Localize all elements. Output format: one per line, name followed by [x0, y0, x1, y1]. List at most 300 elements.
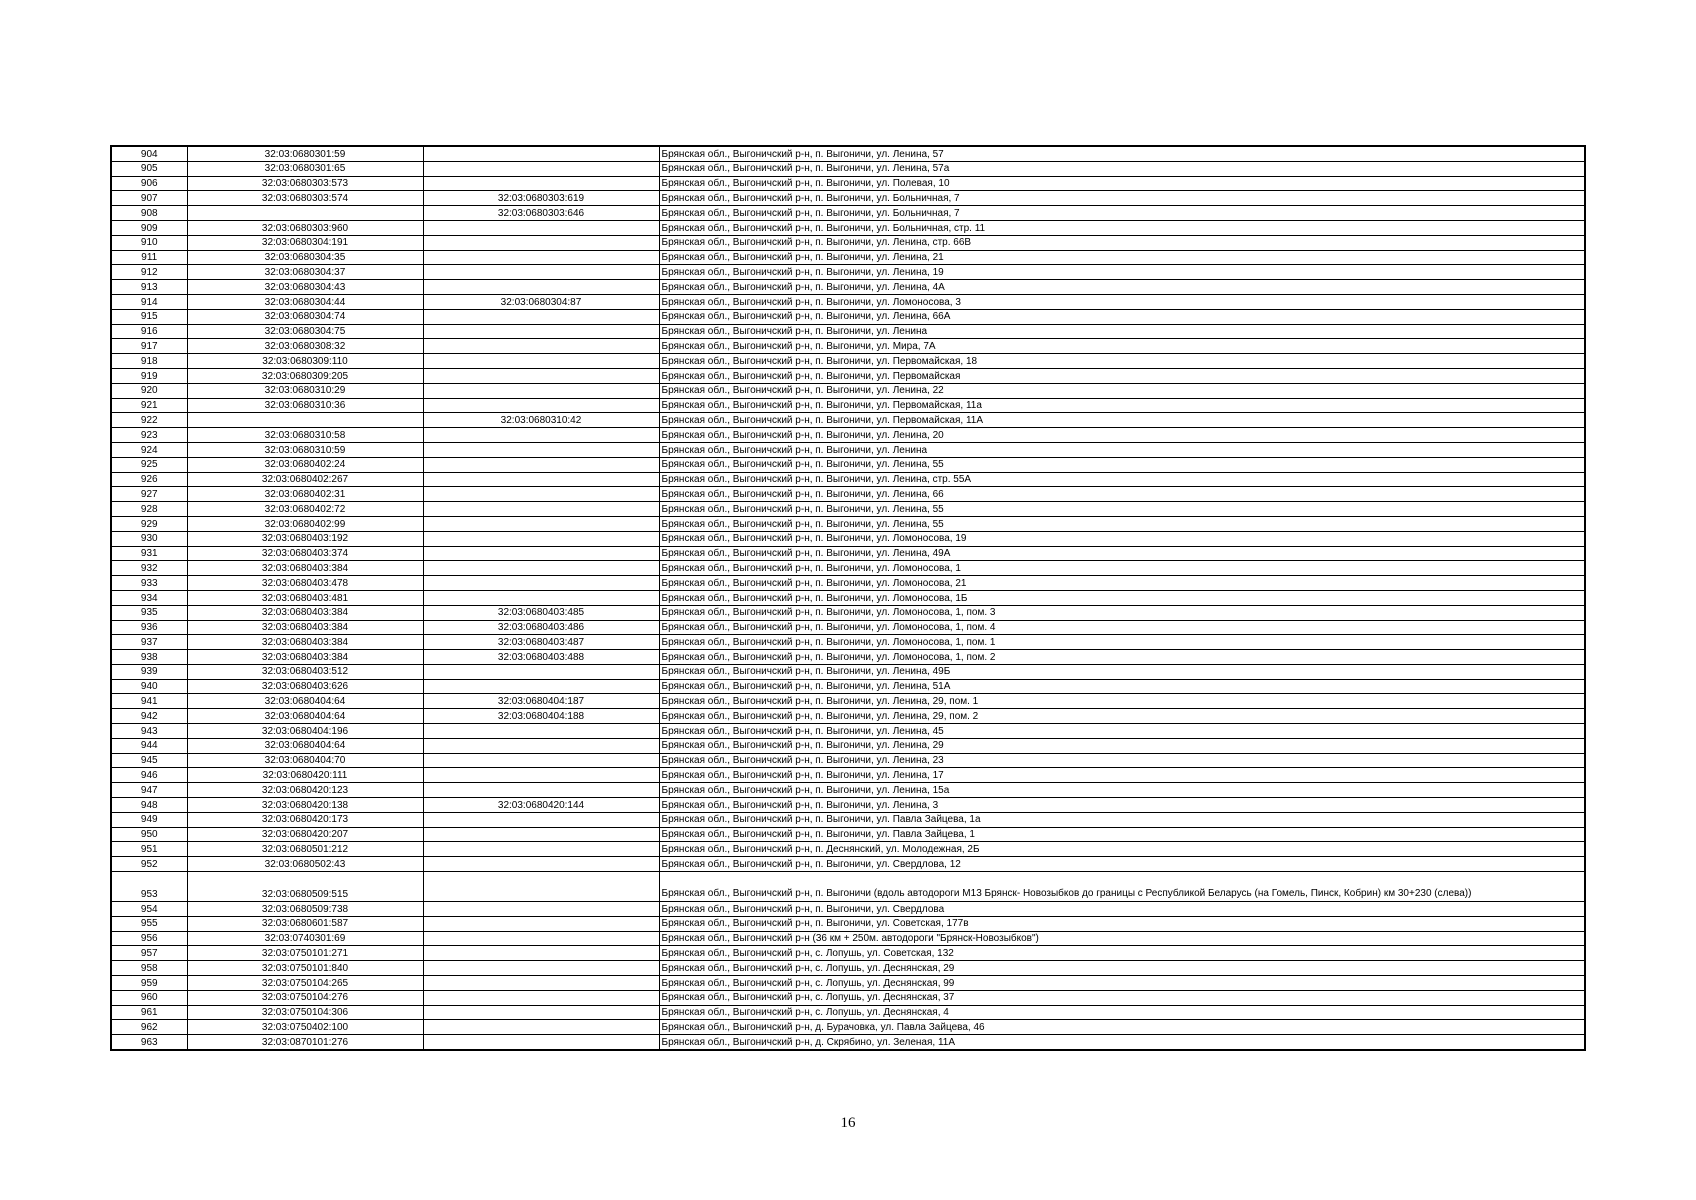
- sub-object-number-cell: [423, 812, 659, 827]
- cadastral-number-cell: 32:03:0680402:24: [187, 457, 423, 472]
- sub-object-number-cell: [423, 1005, 659, 1020]
- address-cell: Брянская обл., Выгоничский р-н, п. Выгоничи, ул. Ленина, 22: [659, 383, 1585, 398]
- cadastral-number-cell: 32:03:0750104:265: [187, 976, 423, 991]
- table-row: [111, 250, 1585, 265]
- address-cell: Брянская обл., Выгоничский р-н, п. Выгоничи, ул. Ломоносова, 1, пом. 4: [659, 620, 1585, 635]
- cadastral-number-cell: 32:03:0680310:36: [187, 398, 423, 413]
- cadastral-number-cell: 32:03:0750101:840: [187, 961, 423, 976]
- address-cell: Брянская обл., Выгоничский р-н (36 км + 250м. автодороги "Брянск-Новозыбков"): [659, 931, 1585, 946]
- row-number-cell: 929: [111, 516, 187, 531]
- sub-object-number-cell: [423, 339, 659, 354]
- address-cell: Брянская обл., Выгоничский р-н, п. Выгоничи, ул. Первомайская: [659, 368, 1585, 383]
- row-number-cell: 961: [111, 1005, 187, 1020]
- row-number-cell: 914: [111, 294, 187, 309]
- cadastral-number-cell: 32:03:0680304:37: [187, 265, 423, 280]
- row-number-cell: 905: [111, 161, 187, 176]
- cadastral-number-cell: 32:03:0680601:587: [187, 916, 423, 931]
- table-row: [111, 827, 1585, 842]
- row-number-cell: 954: [111, 902, 187, 917]
- property-table-body: [111, 146, 1585, 1050]
- sub-object-number-cell: [423, 916, 659, 931]
- table-row: [111, 753, 1585, 768]
- address-cell: Брянская обл., Выгоничский р-н, с. Лопушь, ул. Деснянская, 4: [659, 1005, 1585, 1020]
- address-cell: Брянская обл., Выгоничский р-н, п. Выгоничи, ул. Полевая, 10: [659, 176, 1585, 191]
- sub-object-number-cell: [423, 768, 659, 783]
- cadastral-number-cell: 32:03:0680403:384: [187, 620, 423, 635]
- row-number-cell: 920: [111, 383, 187, 398]
- sub-object-number-cell: [423, 457, 659, 472]
- cadastral-number-cell: 32:03:0750104:276: [187, 990, 423, 1005]
- row-number-cell: 952: [111, 857, 187, 872]
- row-number-cell: 944: [111, 738, 187, 753]
- row-number-cell: 959: [111, 976, 187, 991]
- cadastral-number-cell: 32:03:0680309:205: [187, 368, 423, 383]
- sub-object-number-cell: [423, 383, 659, 398]
- row-number-cell: 904: [111, 146, 187, 161]
- address-cell: Брянская обл., Выгоничский р-н, п. Выгоничи, ул. Ленина, 29: [659, 738, 1585, 753]
- cadastral-number-cell: 32:03:0680304:44: [187, 294, 423, 309]
- address-cell: Брянская обл., Выгоничский р-н, п. Выгоничи, ул. Ленина, 55: [659, 502, 1585, 517]
- cadastral-number-cell: 32:03:0680509:738: [187, 902, 423, 917]
- cadastral-number-cell: 32:03:0870101:276: [187, 1035, 423, 1050]
- row-number-cell: 948: [111, 798, 187, 813]
- table-row: [111, 620, 1585, 635]
- sub-object-number-cell: 32:03:0680303:646: [423, 206, 659, 221]
- address-cell: Брянская обл., Выгоничский р-н, п. Выгоничи, ул. Ленина, 66А: [659, 309, 1585, 324]
- cadastral-number-cell: 32:03:0680403:384: [187, 650, 423, 665]
- address-cell: Брянская обл., Выгоничский р-н, п. Выгоничи, ул. Ленина, 57: [659, 146, 1585, 161]
- row-number-cell: 927: [111, 487, 187, 502]
- table-row: [111, 709, 1585, 724]
- address-cell: Брянская обл., Выгоничский р-н, п. Выгоничи, ул. Первомайская, 11а: [659, 398, 1585, 413]
- address-cell: Брянская обл., Выгоничский р-н, п. Выгоничи, ул. Ломоносова, 1, пом. 1: [659, 635, 1585, 650]
- table-row: [111, 946, 1585, 961]
- table-row: [111, 664, 1585, 679]
- cadastral-number-cell: 32:03:0680404:64: [187, 694, 423, 709]
- sub-object-number-cell: [423, 531, 659, 546]
- address-cell: Брянская обл., Выгоничский р-н, п. Выгоничи, ул. Павла Зайцева, 1: [659, 827, 1585, 842]
- sub-object-number-cell: 32:03:0680420:144: [423, 798, 659, 813]
- address-cell: Брянская обл., Выгоничский р-н, с. Лопушь, ул. Деснянская, 37: [659, 990, 1585, 1005]
- sub-object-number-cell: [423, 161, 659, 176]
- cadastral-number-cell: 32:03:0680310:29: [187, 383, 423, 398]
- row-number-cell: 933: [111, 576, 187, 591]
- address-cell: Брянская обл., Выгоничский р-н, с. Лопушь, ул. Советская, 132: [659, 946, 1585, 961]
- table-row: [111, 1035, 1585, 1050]
- table-row: [111, 398, 1585, 413]
- table-row: [111, 516, 1585, 531]
- table-row: [111, 531, 1585, 546]
- sub-object-number-cell: [423, 324, 659, 339]
- table-row: [111, 546, 1585, 561]
- sub-object-number-cell: [423, 354, 659, 369]
- table-row: [111, 738, 1585, 753]
- cadastral-number-cell: 32:03:0680301:65: [187, 161, 423, 176]
- cadastral-number-cell: 32:03:0680404:196: [187, 724, 423, 739]
- address-cell: Брянская обл., Выгоничский р-н, п. Выгоничи, ул. Советская, 177в: [659, 916, 1585, 931]
- sub-object-number-cell: [423, 842, 659, 857]
- address-cell: Брянская обл., Выгоничский р-н, п. Выгоничи, ул. Ленина, 51А: [659, 679, 1585, 694]
- address-cell: Брянская обл., Выгоничский р-н, п. Выгоничи, ул. Ленина, стр. 66В: [659, 235, 1585, 250]
- table-row: [111, 339, 1585, 354]
- cadastral-number-cell: 32:03:0680509:515: [187, 872, 423, 902]
- sub-object-number-cell: [423, 546, 659, 561]
- address-cell: Брянская обл., Выгоничский р-н, п. Выгоничи, ул. Ломоносова, 1, пом. 2: [659, 650, 1585, 665]
- row-number-cell: 909: [111, 220, 187, 235]
- address-cell: Брянская обл., Выгоничский р-н, п. Выгоничи, ул. Больничная, 7: [659, 191, 1585, 206]
- row-number-cell: 949: [111, 812, 187, 827]
- sub-object-number-cell: [423, 502, 659, 517]
- address-cell: Брянская обл., Выгоничский р-н, п. Выгоничи, ул. Ломоносова, 1: [659, 561, 1585, 576]
- row-number-cell: 956: [111, 931, 187, 946]
- cadastral-number-cell: 32:03:0680420:207: [187, 827, 423, 842]
- cadastral-number-cell: 32:03:0680403:512: [187, 664, 423, 679]
- row-number-cell: 908: [111, 206, 187, 221]
- table-row: [111, 383, 1585, 398]
- table-row: [111, 1020, 1585, 1035]
- table-row: [111, 902, 1585, 917]
- address-cell: Брянская обл., Выгоничский р-н, п. Выгоничи, ул. Ленина, 4А: [659, 280, 1585, 295]
- sub-object-number-cell: [423, 827, 659, 842]
- table-row: [111, 872, 1585, 902]
- table-row: [111, 457, 1585, 472]
- table-row: [111, 502, 1585, 517]
- cadastral-number-cell: 32:03:0680403:192: [187, 531, 423, 546]
- row-number-cell: 911: [111, 250, 187, 265]
- cadastral-number-cell: 32:03:0680403:384: [187, 561, 423, 576]
- sub-object-number-cell: 32:03:0680404:187: [423, 694, 659, 709]
- row-number-cell: 922: [111, 413, 187, 428]
- sub-object-number-cell: [423, 783, 659, 798]
- cadastral-number-cell: 32:03:0680304:191: [187, 235, 423, 250]
- address-cell: Брянская обл., Выгоничский р-н, п. Выгоничи, ул. Ломоносова, 1Б: [659, 590, 1585, 605]
- row-number-cell: 930: [111, 531, 187, 546]
- sub-object-number-cell: [423, 146, 659, 161]
- sub-object-number-cell: [423, 902, 659, 917]
- table-row: [111, 235, 1585, 250]
- cadastral-number-cell: [187, 206, 423, 221]
- table-row: [111, 916, 1585, 931]
- address-cell: Брянская обл., Выгоничский р-н, п. Выгоничи, ул. Свердлова: [659, 902, 1585, 917]
- row-number-cell: 907: [111, 191, 187, 206]
- sub-object-number-cell: [423, 753, 659, 768]
- address-cell: Брянская обл., Выгоничский р-н, п. Выгоничи, ул. Больничная, 7: [659, 206, 1585, 221]
- row-number-cell: 924: [111, 442, 187, 457]
- cadastral-number-cell: 32:03:0680303:960: [187, 220, 423, 235]
- address-cell: Брянская обл., Выгоничский р-н, п. Выгоничи (вдоль автодороги М13 Брянск- Новозыбков до границы с Республикой Беларусь (на Гомель, Пинск, Кобрин) км 30+230 (слева)): [659, 872, 1585, 902]
- address-cell: Брянская обл., Выгоничский р-н, п. Выгоничи, ул. Ленина, 23: [659, 753, 1585, 768]
- cadastral-number-cell: 32:03:0680404:64: [187, 709, 423, 724]
- sub-object-number-cell: [423, 1035, 659, 1050]
- sub-object-number-cell: [423, 1020, 659, 1035]
- table-row: [111, 783, 1585, 798]
- page-number: 16: [840, 1115, 856, 1131]
- sub-object-number-cell: [423, 724, 659, 739]
- address-cell: Брянская обл., Выгоничский р-н, п. Выгоничи, ул. Больничная, стр. 11: [659, 220, 1585, 235]
- row-number-cell: 938: [111, 650, 187, 665]
- cadastral-number-cell: 32:03:0740301:69: [187, 931, 423, 946]
- row-number-cell: 947: [111, 783, 187, 798]
- row-number-cell: 919: [111, 368, 187, 383]
- row-number-cell: 934: [111, 590, 187, 605]
- address-cell: Брянская обл., Выгоничский р-н, п. Выгоничи, ул. Ленина, 57а: [659, 161, 1585, 176]
- row-number-cell: 941: [111, 694, 187, 709]
- cadastral-number-cell: 32:03:0680301:59: [187, 146, 423, 161]
- address-cell: Брянская обл., Выгоничский р-н, п. Выгоничи, ул. Ленина, 29, пом. 1: [659, 694, 1585, 709]
- address-cell: Брянская обл., Выгоничский р-н, п. Выгоничи, ул. Ленина, 29, пом. 2: [659, 709, 1585, 724]
- table-row: [111, 487, 1585, 502]
- row-number-cell: 939: [111, 664, 187, 679]
- row-number-cell: 916: [111, 324, 187, 339]
- sub-object-number-cell: [423, 961, 659, 976]
- row-number-cell: 962: [111, 1020, 187, 1035]
- cadastral-number-cell: 32:03:0680403:384: [187, 635, 423, 650]
- sub-object-number-cell: [423, 561, 659, 576]
- address-cell: Брянская обл., Выгоничский р-н, п. Выгоничи, ул. Ломоносова, 3: [659, 294, 1585, 309]
- sub-object-number-cell: [423, 679, 659, 694]
- cadastral-number-cell: 32:03:0680304:35: [187, 250, 423, 265]
- sub-object-number-cell: 32:03:0680403:486: [423, 620, 659, 635]
- row-number-cell: 910: [111, 235, 187, 250]
- row-number-cell: 960: [111, 990, 187, 1005]
- row-number-cell: 945: [111, 753, 187, 768]
- sub-object-number-cell: [423, 516, 659, 531]
- row-number-cell: 915: [111, 309, 187, 324]
- address-cell: Брянская обл., Выгоничский р-н, п. Деснянский, ул. Молодежная, 2Б: [659, 842, 1585, 857]
- table-row: [111, 324, 1585, 339]
- cadastral-number-cell: 32:03:0680420:138: [187, 798, 423, 813]
- table-row: [111, 176, 1585, 191]
- table-row: [111, 161, 1585, 176]
- sub-object-number-cell: 32:03:0680310:42: [423, 413, 659, 428]
- sub-object-number-cell: [423, 738, 659, 753]
- address-cell: Брянская обл., Выгоничский р-н, п. Выгоничи, ул. Ленина, 49Б: [659, 664, 1585, 679]
- sub-object-number-cell: [423, 946, 659, 961]
- sub-object-number-cell: [423, 442, 659, 457]
- table-row: [111, 679, 1585, 694]
- sub-object-number-cell: [423, 220, 659, 235]
- row-number-cell: 917: [111, 339, 187, 354]
- table-row: [111, 724, 1585, 739]
- table-row: [111, 635, 1585, 650]
- sub-object-number-cell: [423, 235, 659, 250]
- row-number-cell: 950: [111, 827, 187, 842]
- sub-object-number-cell: [423, 990, 659, 1005]
- address-cell: Брянская обл., Выгоничский р-н, д. Бурачовка, ул. Павла Зайцева, 46: [659, 1020, 1585, 1035]
- row-number-cell: 953: [111, 872, 187, 902]
- table-row: [111, 265, 1585, 280]
- cadastral-number-cell: 32:03:0680502:43: [187, 857, 423, 872]
- cadastral-number-cell: 32:03:0750402:100: [187, 1020, 423, 1035]
- sub-object-number-cell: [423, 280, 659, 295]
- row-number-cell: 937: [111, 635, 187, 650]
- address-cell: Брянская обл., Выгоничский р-н, п. Выгоничи, ул. Ленина, стр. 55А: [659, 472, 1585, 487]
- table-row: [111, 472, 1585, 487]
- address-cell: Брянская обл., Выгоничский р-н, п. Выгоничи, ул. Ленина: [659, 442, 1585, 457]
- row-number-cell: 926: [111, 472, 187, 487]
- cadastral-number-cell: 32:03:0680310:59: [187, 442, 423, 457]
- cadastral-number-cell: 32:03:0680403:626: [187, 679, 423, 694]
- sub-object-number-cell: [423, 857, 659, 872]
- address-cell: Брянская обл., Выгоничский р-н, д. Скрябино, ул. Зеленая, 11А: [659, 1035, 1585, 1050]
- row-number-cell: 921: [111, 398, 187, 413]
- address-cell: Брянская обл., Выгоничский р-н, п. Выгоничи, ул. Ленина, 55: [659, 457, 1585, 472]
- table-row: [111, 694, 1585, 709]
- sub-object-number-cell: [423, 590, 659, 605]
- cadastral-number-cell: 32:03:0680403:384: [187, 605, 423, 620]
- sub-object-number-cell: 32:03:0680403:488: [423, 650, 659, 665]
- address-cell: Брянская обл., Выгоничский р-н, п. Выгоничи, ул. Ломоносова, 1, пом. 3: [659, 605, 1585, 620]
- row-number-cell: 942: [111, 709, 187, 724]
- address-cell: Брянская обл., Выгоничский р-н, п. Выгоничи, ул. Ломоносова, 21: [659, 576, 1585, 591]
- cadastral-number-cell: 32:03:0680304:43: [187, 280, 423, 295]
- row-number-cell: 935: [111, 605, 187, 620]
- table-row: [111, 442, 1585, 457]
- cadastral-number-cell: 32:03:0680420:123: [187, 783, 423, 798]
- sub-object-number-cell: 32:03:0680303:619: [423, 191, 659, 206]
- row-number-cell: 928: [111, 502, 187, 517]
- cadastral-number-cell: 32:03:0680404:64: [187, 738, 423, 753]
- cadastral-number-cell: 32:03:0680420:173: [187, 812, 423, 827]
- sub-object-number-cell: 32:03:0680403:485: [423, 605, 659, 620]
- address-cell: Брянская обл., Выгоничский р-н, п. Выгоничи, ул. Ленина, 49А: [659, 546, 1585, 561]
- sub-object-number-cell: [423, 309, 659, 324]
- table-row: [111, 309, 1585, 324]
- sub-object-number-cell: [423, 872, 659, 902]
- cadastral-number-cell: 32:03:0680403:481: [187, 590, 423, 605]
- address-cell: Брянская обл., Выгоничский р-н, п. Выгоничи, ул. Ленина, 21: [659, 250, 1585, 265]
- address-cell: Брянская обл., Выгоничский р-н, п. Выгоничи, ул. Первомайская, 18: [659, 354, 1585, 369]
- table-row: [111, 931, 1585, 946]
- table-row: [111, 576, 1585, 591]
- cadastral-number-cell: 32:03:0680402:267: [187, 472, 423, 487]
- sub-object-number-cell: 32:03:0680404:188: [423, 709, 659, 724]
- sub-object-number-cell: [423, 176, 659, 191]
- table-row: [111, 590, 1585, 605]
- table-row: [111, 650, 1585, 665]
- row-number-cell: 957: [111, 946, 187, 961]
- table-row: [111, 990, 1585, 1005]
- cadastral-number-cell: 32:03:0680309:110: [187, 354, 423, 369]
- address-cell: Брянская обл., Выгоничский р-н, с. Лопушь, ул. Деснянская, 99: [659, 976, 1585, 991]
- row-number-cell: 963: [111, 1035, 187, 1050]
- cadastral-number-cell: [187, 413, 423, 428]
- cadastral-number-cell: 32:03:0680402:99: [187, 516, 423, 531]
- cadastral-number-cell: 32:03:0750101:271: [187, 946, 423, 961]
- sub-object-number-cell: [423, 931, 659, 946]
- cadastral-number-cell: 32:03:0680403:374: [187, 546, 423, 561]
- cadastral-number-cell: 32:03:0680304:75: [187, 324, 423, 339]
- row-number-cell: 931: [111, 546, 187, 561]
- sub-object-number-cell: [423, 487, 659, 502]
- row-number-cell: 958: [111, 961, 187, 976]
- row-number-cell: 925: [111, 457, 187, 472]
- table-row: [111, 857, 1585, 872]
- address-cell: Брянская обл., Выгоничский р-н, п. Выгоничи, ул. Свердлова, 12: [659, 857, 1585, 872]
- table-row: [111, 812, 1585, 827]
- address-cell: Брянская обл., Выгоничский р-н, п. Выгоничи, ул. Ленина, 3: [659, 798, 1585, 813]
- sub-object-number-cell: [423, 265, 659, 280]
- row-number-cell: 955: [111, 916, 187, 931]
- cadastral-number-cell: 32:03:0680403:478: [187, 576, 423, 591]
- sub-object-number-cell: [423, 368, 659, 383]
- address-cell: Брянская обл., Выгоничский р-н, п. Выгоничи, ул. Ломоносова, 19: [659, 531, 1585, 546]
- row-number-cell: 906: [111, 176, 187, 191]
- sub-object-number-cell: [423, 250, 659, 265]
- cadastral-number-cell: 32:03:0680308:32: [187, 339, 423, 354]
- row-number-cell: 912: [111, 265, 187, 280]
- address-cell: Брянская обл., Выгоничский р-н, п. Выгоничи, ул. Первомайская, 11А: [659, 413, 1585, 428]
- address-cell: Брянская обл., Выгоничский р-н, п. Выгоничи, ул. Ленина, 20: [659, 428, 1585, 443]
- table-row: [111, 368, 1585, 383]
- table-row: [111, 191, 1585, 206]
- cadastral-number-cell: 32:03:0680303:574: [187, 191, 423, 206]
- sub-object-number-cell: 32:03:0680403:487: [423, 635, 659, 650]
- row-number-cell: 932: [111, 561, 187, 576]
- address-cell: Брянская обл., Выгоничский р-н, с. Лопушь, ул. Деснянская, 29: [659, 961, 1585, 976]
- address-cell: Брянская обл., Выгоничский р-н, п. Выгоничи, ул. Ленина: [659, 324, 1585, 339]
- table-row: [111, 413, 1585, 428]
- row-number-cell: 913: [111, 280, 187, 295]
- table-row: [111, 146, 1585, 161]
- table-row: [111, 428, 1585, 443]
- table-row: [111, 354, 1585, 369]
- table-row: [111, 1005, 1585, 1020]
- row-number-cell: 943: [111, 724, 187, 739]
- table-row: [111, 961, 1585, 976]
- row-number-cell: 940: [111, 679, 187, 694]
- table-row: [111, 605, 1585, 620]
- table-row: [111, 976, 1585, 991]
- table-row: [111, 220, 1585, 235]
- address-cell: Брянская обл., Выгоничский р-н, п. Выгоничи, ул. Ленина, 17: [659, 768, 1585, 783]
- table-row: [111, 768, 1585, 783]
- sub-object-number-cell: [423, 398, 659, 413]
- table-row: [111, 280, 1585, 295]
- address-cell: Брянская обл., Выгоничский р-н, п. Выгоничи, ул. Ленина, 55: [659, 516, 1585, 531]
- address-cell: Брянская обл., Выгоничский р-н, п. Выгоничи, ул. Ленина, 19: [659, 265, 1585, 280]
- cadastral-number-cell: 32:03:0680420:111: [187, 768, 423, 783]
- table-row: [111, 842, 1585, 857]
- sub-object-number-cell: [423, 428, 659, 443]
- address-cell: Брянская обл., Выгоничский р-н, п. Выгоничи, ул. Мира, 7А: [659, 339, 1585, 354]
- table-row: [111, 561, 1585, 576]
- row-number-cell: 946: [111, 768, 187, 783]
- sub-object-number-cell: [423, 976, 659, 991]
- address-cell: Брянская обл., Выгоничский р-н, п. Выгоничи, ул. Ленина, 15а: [659, 783, 1585, 798]
- cadastral-number-cell: 32:03:0680404:70: [187, 753, 423, 768]
- row-number-cell: 918: [111, 354, 187, 369]
- address-cell: Брянская обл., Выгоничский р-н, п. Выгоничи, ул. Павла Зайцева, 1а: [659, 812, 1585, 827]
- cadastral-number-cell: 32:03:0680501:212: [187, 842, 423, 857]
- row-number-cell: 936: [111, 620, 187, 635]
- row-number-cell: 951: [111, 842, 187, 857]
- cadastral-number-cell: 32:03:0680310:58: [187, 428, 423, 443]
- table-row: [111, 206, 1585, 221]
- cadastral-number-cell: 32:03:0680303:573: [187, 176, 423, 191]
- table-row: [111, 798, 1585, 813]
- cadastral-number-cell: 32:03:0680402:31: [187, 487, 423, 502]
- table-row: [111, 294, 1585, 309]
- property-table: [110, 145, 1586, 1051]
- sub-object-number-cell: [423, 664, 659, 679]
- address-cell: Брянская обл., Выгоничский р-н, п. Выгоничи, ул. Ленина, 66: [659, 487, 1585, 502]
- cadastral-number-cell: 32:03:0680402:72: [187, 502, 423, 517]
- cadastral-number-cell: 32:03:0680304:74: [187, 309, 423, 324]
- sub-object-number-cell: [423, 472, 659, 487]
- cadastral-number-cell: 32:03:0750104:306: [187, 1005, 423, 1020]
- row-number-cell: 923: [111, 428, 187, 443]
